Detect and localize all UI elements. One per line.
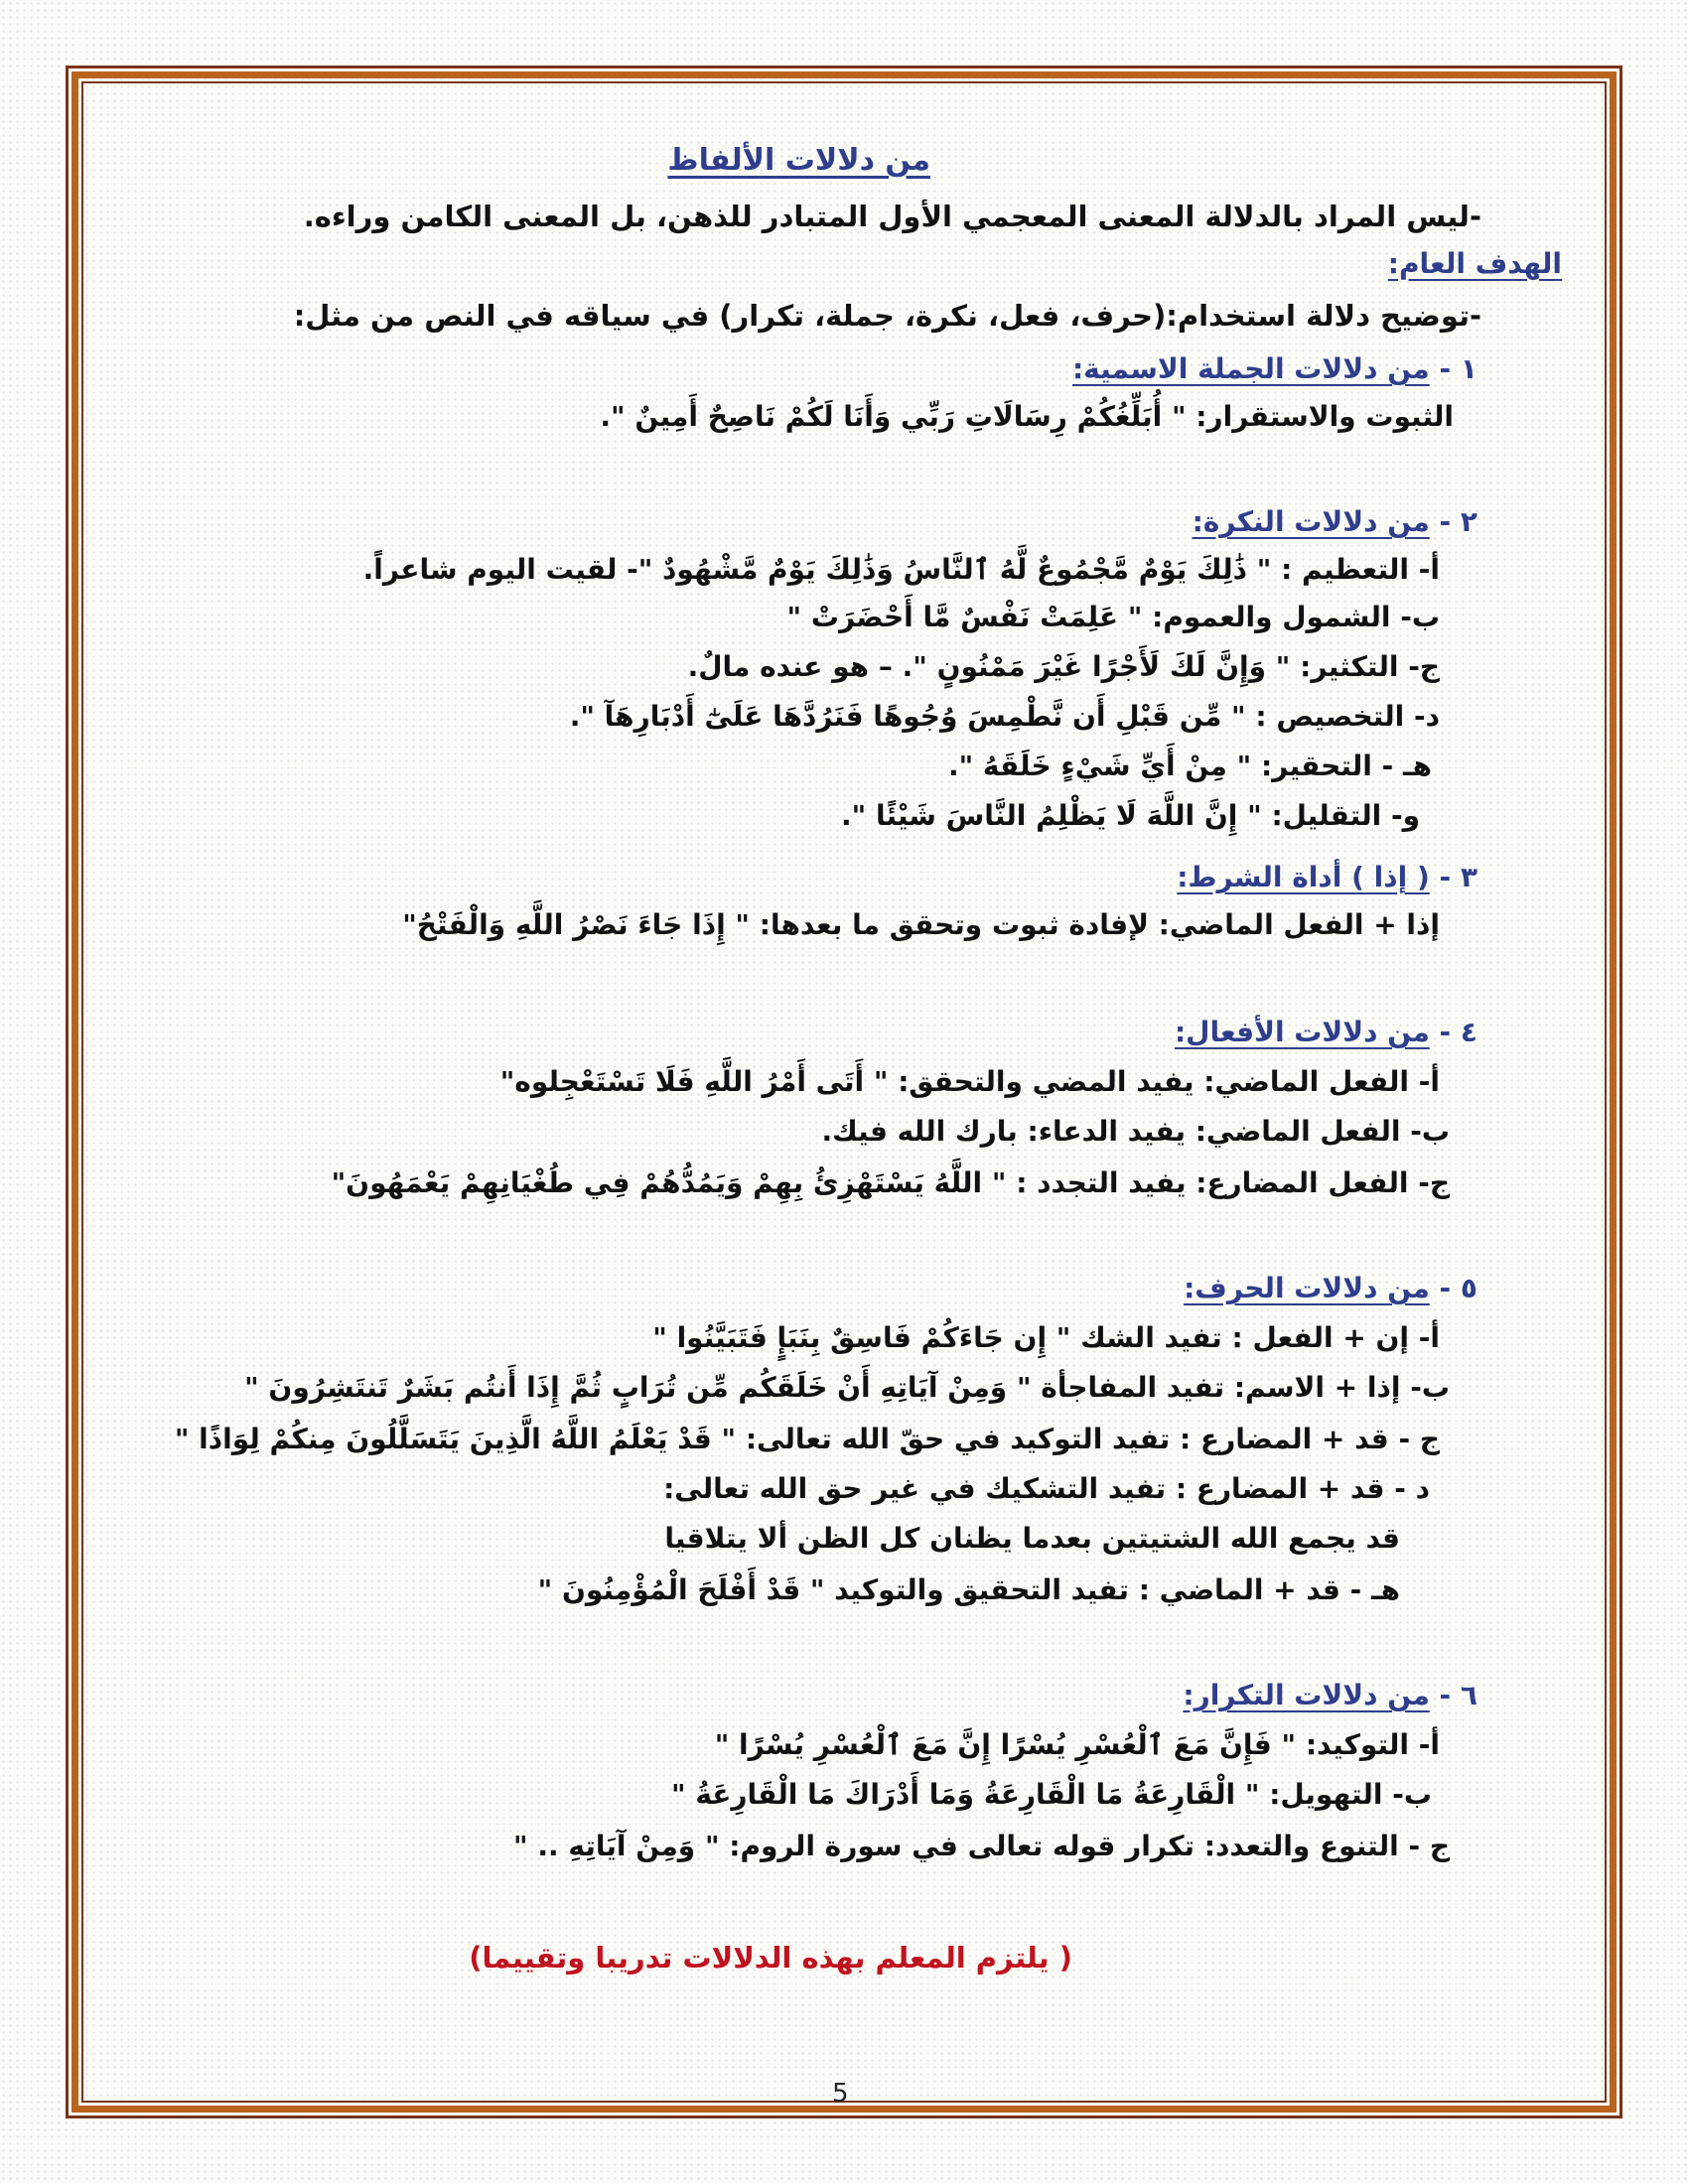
section-6-heading: ٦ - من دلالات التكرار: <box>1183 1679 1477 1711</box>
section-6-line-2: ب- التهويل: " الْقَارِعَةُ مَا الْقَارِعَةُ وَمَا أَدْرَاكَ مَا الْقَارِعَةُ " <box>670 1778 1432 1811</box>
section-1-heading: ١ - من دلالات الجملة الاسمية: <box>1071 352 1477 385</box>
section-6-line-1: أ- التوكيد: " فَإِنَّ مَعَ ٱلْعُسْرِ يُسْرًا إِنَّ مَعَ ٱلْعُسْرِ يُسْرًا " <box>714 1728 1440 1761</box>
section-5-heading: ٥ - من دلالات الحرف: <box>1184 1272 1477 1304</box>
section-5-line-1: أ- إن + الفعل : تفيد الشك " إِن جَاءَكُمْ فَاسِقٌ بِنَبَإٍ فَتَبَيَّنُوا " <box>652 1321 1440 1354</box>
section-5-verse: قد يجمع الله الشتيتين بعدما يظنان كل الظن ألا يتلاقيا <box>664 1522 1400 1555</box>
intro-text: -ليس المراد بالدلالة المعنى المعجمي الأول المتبادر للذهن، بل المعنى الكامن وراءه. <box>303 200 1481 233</box>
section-3-heading: ٣ - ( إذا ) أداة الشرط: <box>1177 861 1477 893</box>
document-title: من دلالات الألفاظ <box>667 143 930 178</box>
section-5-line-3: ج - قد + المضارع : تفيد التوكيد في حقّ الله تعالى: " قَدْ يَعْلَمُ اللَّهُ الَّذِينَ يَتَسَلَّلُونَ مِنكُمْ لِوَاذًا " <box>174 1423 1440 1455</box>
section-5-line-4: د - قد + المضارع : تفيد التشكيك في غير حق الله تعالى: <box>663 1472 1430 1505</box>
section-2-line-2: ب- الشمول والعموم: " عَلِمَتْ نَفْسٌ مَّا أَحْضَرَتْ " <box>786 601 1440 633</box>
section-4-line-2: ب- الفعل الماضي: يفيد الدعاء: بارك الله فيك. <box>821 1115 1450 1148</box>
goal-text: -توضيح دلالة استخدام:(حرف، فعل، نكرة، جملة، تكرار) في سياقه في النص من مثل: <box>293 299 1481 333</box>
section-6-line-3: ج - التنوع والتعدد: تكرار قوله تعالى في سورة الروم: " وَمِنْ آيَاتِهِ .. " <box>513 1830 1450 1862</box>
section-2-line-3: ج- التكثير: " وَإِنَّ لَكَ لَأَجْرًا غَيْرَ مَمْنُونٍ ". – هو عنده مالٌ. <box>687 650 1440 683</box>
section-2-line-6: و- التقليل: " إِنَّ اللَّهَ لَا يَظْلِمُ النَّاسَ شَيْئًا ". <box>841 799 1420 832</box>
goal-heading: الهدف العام: <box>1387 247 1562 280</box>
section-3-line-1: إذا + الفعل الماضي: لإفادة ثبوت وتحقق ما بعدها: " إِذَا جَاءَ نَصْرُ اللَّهِ وَالْفَتْحُ" <box>402 908 1440 941</box>
section-2-line-4: د- التخصيص : " مِّن قَبْلِ أَن نَّطْمِسَ وُجُوهًا فَنَرُدَّهَا عَلَىٰٓ أَدْبَارِهَآ ". <box>569 700 1440 733</box>
section-4-line-1: أ- الفعل الماضي: يفيد المضي والتحقق: " أَتَى أَمْرُ اللَّهِ فَلَا تَسْتَعْجِلوه" <box>499 1065 1440 1098</box>
teacher-note: ( يلتزم المعلم بهذه الدلالات تدريبا وتقييما) <box>469 1941 1072 1975</box>
section-2-line-5: هـ - التحقير: " مِنْ أَيِّ شَيْءٍ خَلَقَهُ ". <box>947 750 1432 782</box>
section-5-line-6: هـ - قد + الماضي : تفيد التحقيق والتوكيد " قَدْ أَفْلَحَ الْمُؤْمِنُونَ " <box>537 1573 1400 1606</box>
section-5-line-2: ب- إذا + الاسم: تفيد المفاجأة " وَمِنْ آيَاتِهِ أَنْ خَلَقَكُم مِّن تُرَابٍ ثُمَّ إِذَا أَنتُم بَشَرٌ تَنتَشِرُونَ " <box>244 1371 1450 1404</box>
section-2-line-1: أ- التعظيم : " ذَٰلِكَ يَوْمٌ مَّجْمُوعٌ لَّهُ ٱلنَّاسُ وَذَٰلِكَ يَوْمٌ مَّشْهُودٌ "- لقيت اليوم شاعراً. <box>362 553 1440 586</box>
section-1-line-1: الثبوت والاستقرار: " أُبَلِّغُكُمْ رِسَالَاتِ رَبِّي وَأَنَا لَكُمْ نَاصِحٌ أَمِينٌ ". <box>600 400 1454 433</box>
page-number: 5 <box>832 2079 849 2109</box>
section-4-line-3: ج- الفعل المضارع: يفيد التجدد : " اللَّهُ يَسْتَهْزِئُ بِهِمْ وَيَمُدُّهُمْ فِي طُغْيَانِهِمْ يَعْمَهُونَ" <box>331 1166 1450 1199</box>
section-4-heading: ٤ - من دلالات الأفعال: <box>1174 1016 1477 1048</box>
section-2-heading: ٢ - من دلالات النكرة: <box>1192 505 1477 538</box>
